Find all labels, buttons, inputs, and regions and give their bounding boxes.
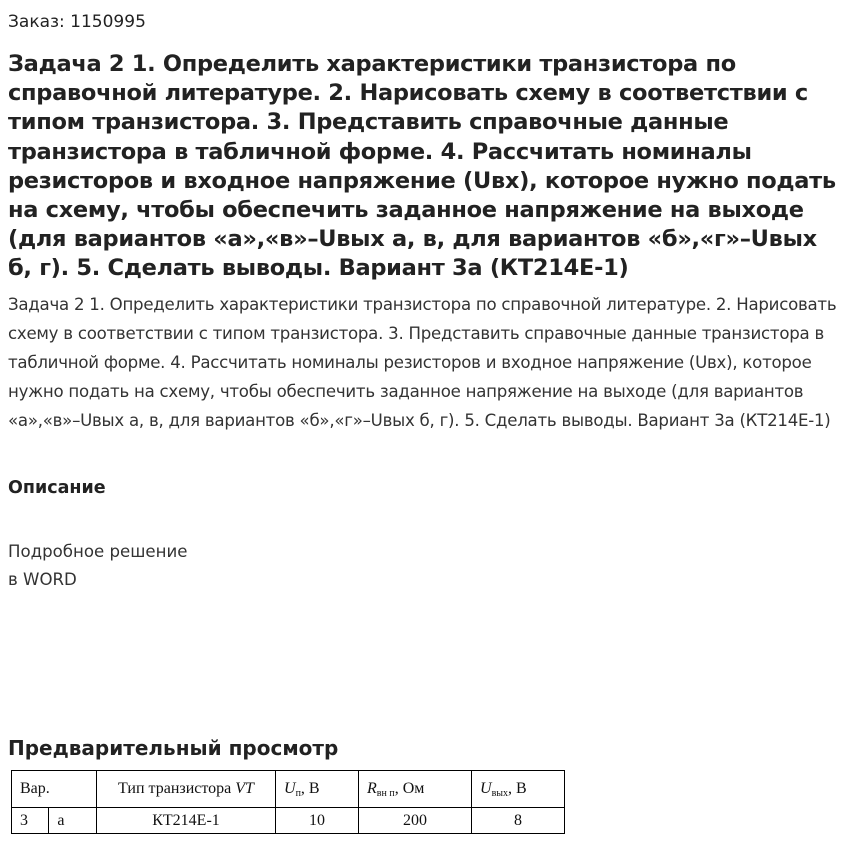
cell-output-voltage: 8 xyxy=(472,808,565,834)
header-supply-voltage xyxy=(276,771,359,808)
cell-transistor-type: КТ214Е-1 xyxy=(97,808,276,834)
order-number: Заказ: 1150995 xyxy=(8,12,146,32)
header-u-sub: п xyxy=(295,787,301,799)
header-out-unit: , В xyxy=(508,779,527,797)
header-r-sub: вн п xyxy=(376,787,395,799)
header-transistor-type xyxy=(97,771,276,808)
table-header-row xyxy=(12,771,565,808)
cell-supply-voltage: 10 xyxy=(276,808,359,834)
header-u-symbol: U xyxy=(284,779,296,797)
task-summary: Задача 2 1. Определить характеристики транзистора по справочной литературе. 2. Нарисовать схему в соответствии с типом транзистора. 3. Представить справочные данные транзистора в табличной форме. 4. Рассчитать номиналы резисторов и входное напряжение (Uвх), которое нужно подать на схему, чтобы обеспечить заданное напряжение на выходе (для вариантов «а»,«в»–Uвых а, в, для вариантов «б»,«г»–Uвых б, г). 5. Сделать выводы. Вариант 3а (КТ214Е-1) xyxy=(8,295,837,430)
description-line: Подробное решение xyxy=(8,542,188,561)
cell-variant-number: 3 xyxy=(12,808,49,834)
header-r-unit: , Ом xyxy=(394,779,425,797)
header-variant: Вар. xyxy=(12,771,97,808)
description-heading: Описание xyxy=(8,478,106,498)
preview-table xyxy=(11,770,565,834)
header-output-voltage xyxy=(472,771,565,808)
header-r-symbol: R xyxy=(367,779,377,797)
preview-heading: Предварительный просмотр xyxy=(8,736,339,760)
table-row xyxy=(12,808,565,834)
header-out-symbol: U xyxy=(480,779,492,797)
header-resistance xyxy=(359,771,472,808)
header-type-text: Тип транзистора xyxy=(118,780,236,797)
page-title: Задача 2 1. Определить характеристики транзистора по справочной литературе. 2. Нарисовать схему в соответствии с типом транзистора. 3. Представить справочные данные транзистора в табличной форме. 4. Рассчитать номиналы резисторов и входное напряжение (Uвх), которое нужно подать на схему, чтобы обеспечить заданное напряжение на выходе (для вариантов «а»,«в»–Uвых а, в, для вариантов «б»,«г»–Uвых б, г). 5. Сделать выводы. Вариант 3а (КТ214Е-1) xyxy=(8,51,836,282)
description-line: в WORD xyxy=(8,570,77,589)
header-type-symbol: VT xyxy=(235,780,254,797)
cell-variant-letter: а xyxy=(49,808,97,834)
cell-resistance: 200 xyxy=(359,808,472,834)
header-u-unit: , В xyxy=(300,779,320,797)
description-body xyxy=(8,538,188,594)
header-out-sub: вых xyxy=(491,787,509,799)
